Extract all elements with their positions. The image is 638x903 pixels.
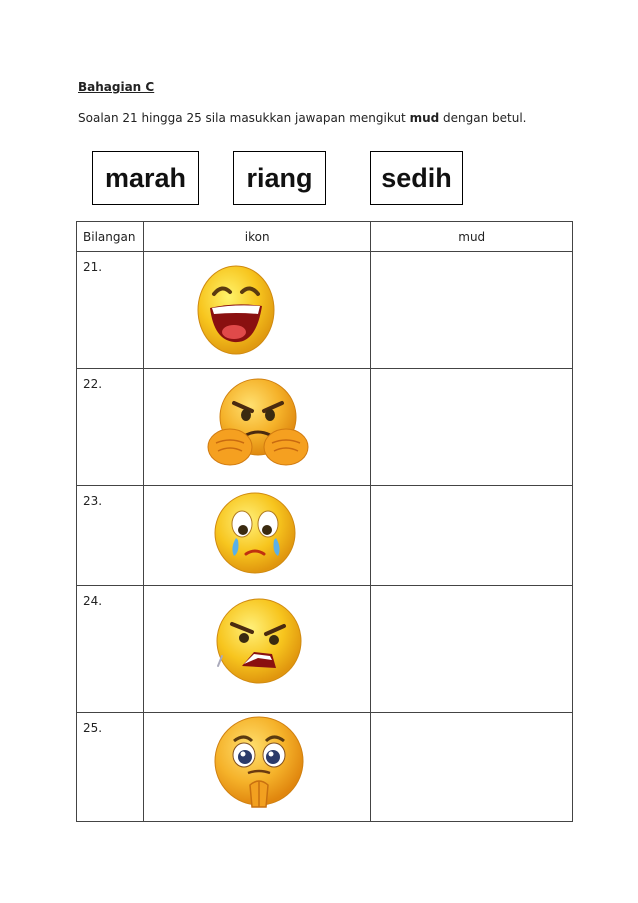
furious-face-icon [214,596,304,686]
row-number: 23. [77,486,144,586]
icon-cell [143,713,370,822]
icon-cell [143,486,370,586]
answer-cell[interactable] [371,252,573,369]
answer-cell[interactable] [371,369,573,486]
angry-fists-face-icon [206,375,310,469]
answer-cell[interactable] [371,586,573,713]
row-number: 22. [77,369,144,486]
table-row [77,252,573,369]
instruction-part: Soalan 21 hingga 25 sila masukkan jawapan mengikut [78,111,410,125]
answer-table [76,221,573,822]
table-header-row [77,222,573,252]
word-box-riang: riang [233,151,326,205]
table-row [77,713,573,822]
row-number: 24. [77,586,144,713]
table-row [77,586,573,713]
laughing-face-icon [194,262,278,358]
answer-cell[interactable] [371,713,573,822]
row-number: 21. [77,252,144,369]
crying-face-icon [212,490,298,576]
header-bilangan: Bilangan [77,222,144,252]
header-mud: mud [371,222,573,252]
instruction-part: dengan betul. [439,111,527,125]
section-heading: Bahagian C [78,80,155,94]
table-row [77,369,573,486]
row-number: 25. [77,713,144,822]
instruction-text [78,111,527,125]
word-box-sedih: sedih [370,151,463,205]
icon-cell [143,252,370,369]
pleading-face-icon [210,715,308,811]
answer-cell[interactable] [371,486,573,586]
icon-cell [143,369,370,486]
table-row [77,486,573,586]
word-box-marah: marah [92,151,199,205]
icon-cell [143,586,370,713]
instruction-keyword: mud [409,111,440,125]
header-ikon: ikon [143,222,370,252]
